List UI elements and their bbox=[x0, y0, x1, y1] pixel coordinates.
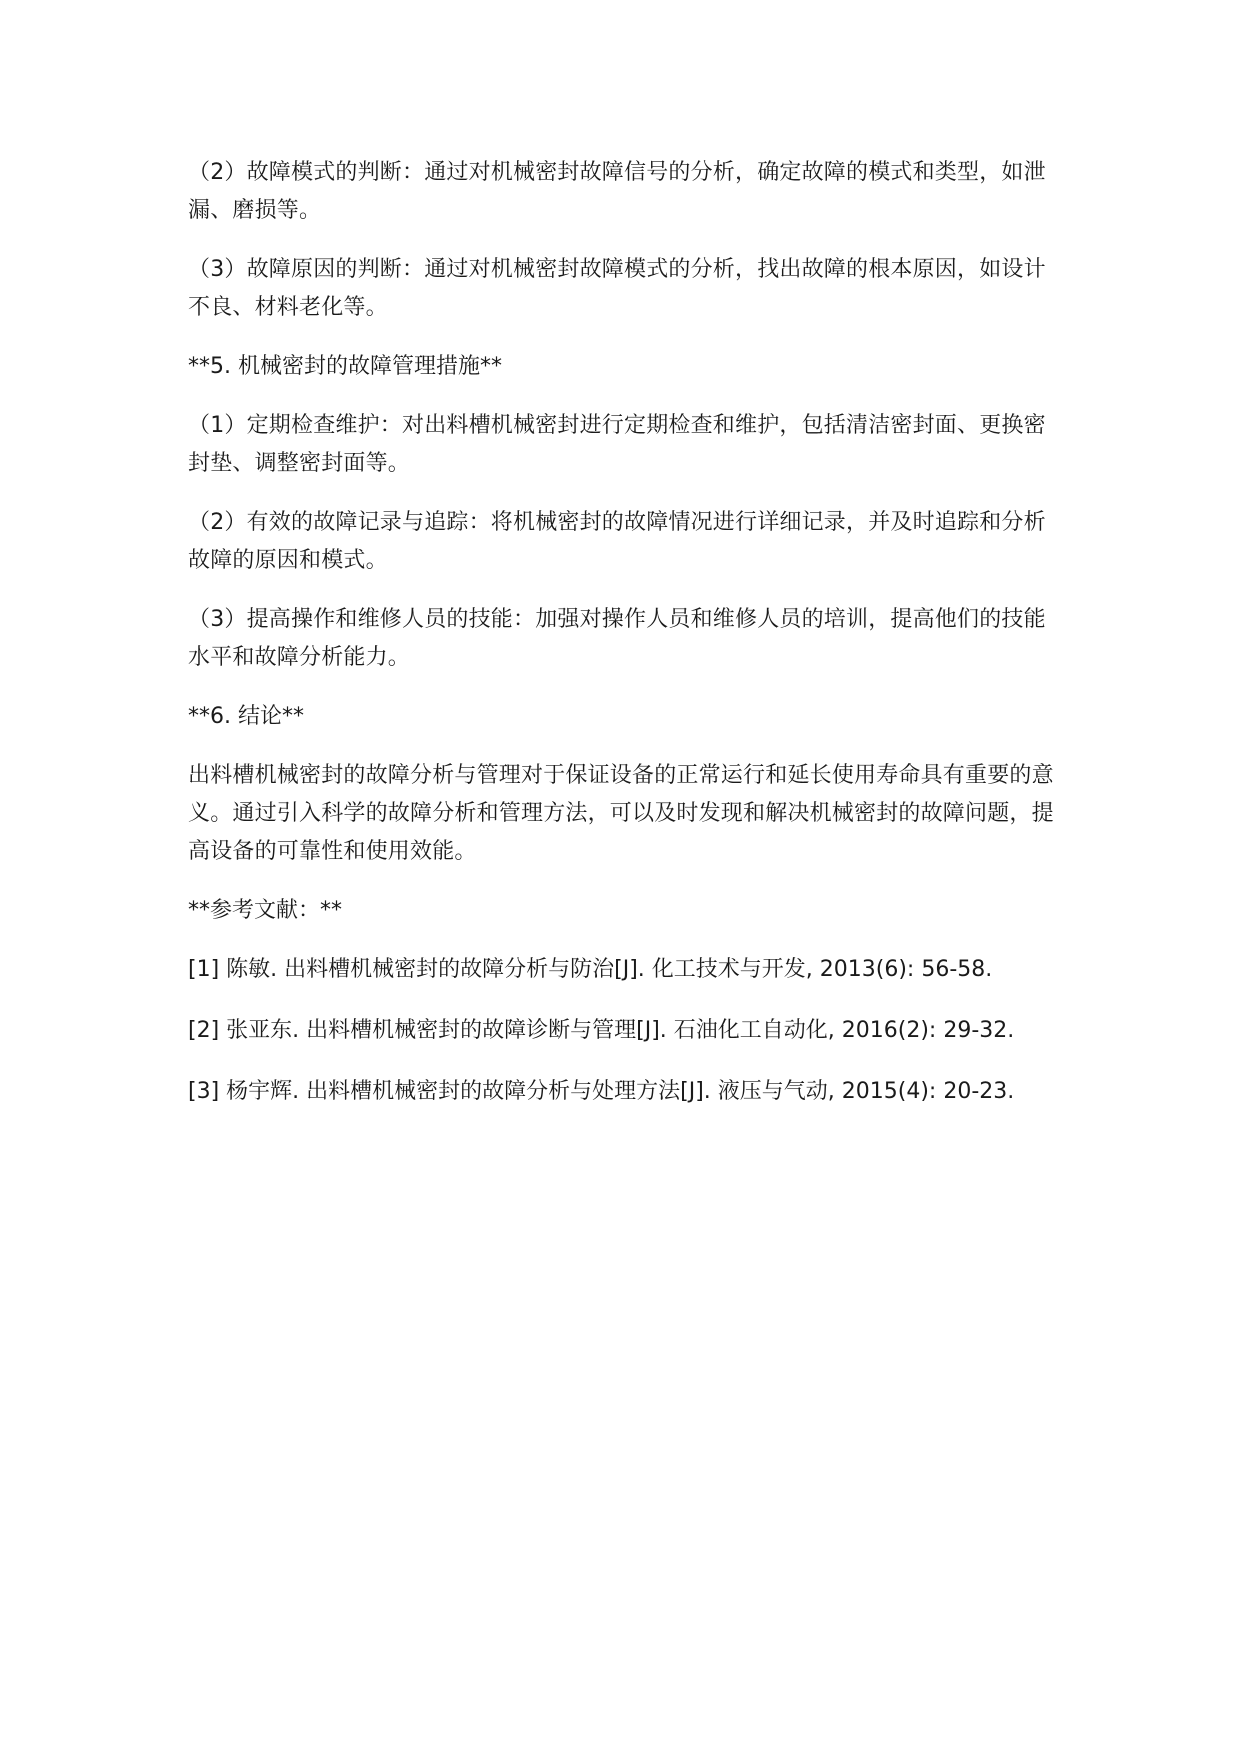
section-heading-management: **5. 机械密封的故障管理措施** bbox=[188, 354, 502, 379]
paragraph-fault-records: （2）有效的故障记录与追踪：将机械密封的故障情况进行详细记录，并及时追踪和分析故障的原因和模式。 bbox=[188, 510, 1046, 573]
paragraph-staff-skills: （3）提高操作和维修人员的技能：加强对操作人员和维修人员的培训，提高他们的技能水平和故障分析能力。 bbox=[188, 607, 1046, 670]
section-heading-conclusion: **6. 结论** bbox=[188, 704, 304, 729]
reference-item-2: [2] 张亚东. 出料槽机械密封的故障诊断与管理[J]. 石油化工自动化, 2016(2): 29-32. bbox=[188, 1018, 1015, 1043]
paragraph-fault-cause: （3）故障原因的判断：通过对机械密封故障模式的分析，找出故障的根本原因，如设计不良、材料老化等。 bbox=[188, 257, 1046, 320]
paragraph-regular-inspection: （1）定期检查维护：对出料槽机械密封进行定期检查和维护，包括清洁密封面、更换密封垫、调整密封面等。 bbox=[188, 413, 1046, 476]
paragraph-fault-mode: （2）故障模式的判断：通过对机械密封故障信号的分析，确定故障的模式和类型，如泄漏、磨损等。 bbox=[188, 160, 1046, 223]
document-page bbox=[188, 154, 1058, 1134]
reference-item-1: [1] 陈敏. 出料槽机械密封的故障分析与防治[J]. 化工技术与开发, 2013(6): 56-58. bbox=[188, 957, 993, 982]
paragraph-conclusion: 出料槽机械密封的故障分析与管理对于保证设备的正常运行和延长使用寿命具有重要的意义。通过引入科学的故障分析和管理方法，可以及时发现和解决机械密封的故障问题，提高设备的可靠性和使用效能。 bbox=[188, 763, 1054, 864]
references-heading: **参考文献：** bbox=[188, 898, 343, 923]
reference-item-3: [3] 杨宇辉. 出料槽机械密封的故障分析与处理方法[J]. 液压与气动, 2015(4): 20-23. bbox=[188, 1079, 1015, 1104]
